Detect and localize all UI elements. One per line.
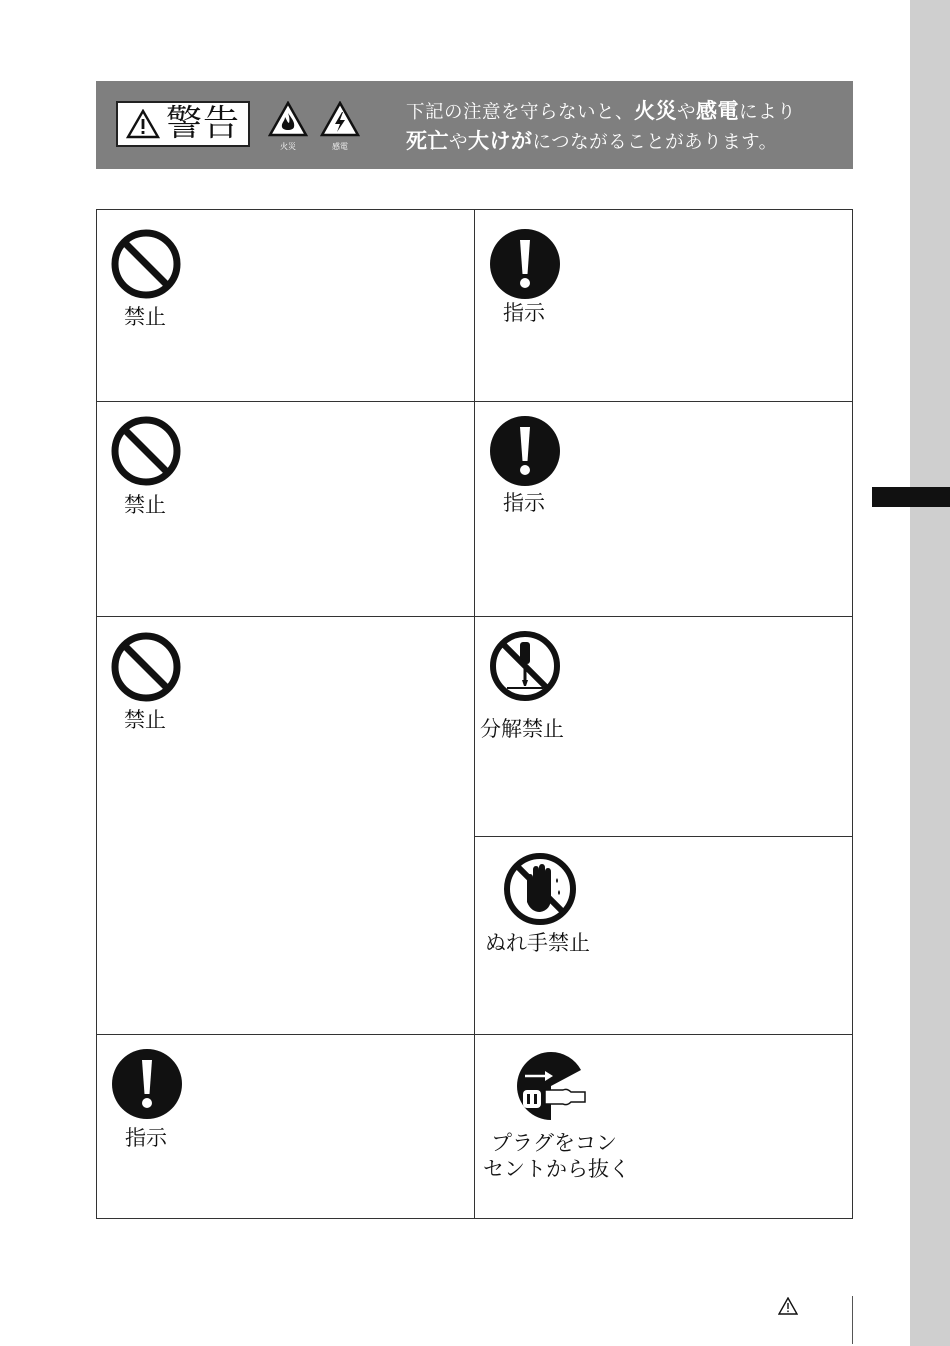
shock-warning [318,101,362,157]
warning-text: や [449,132,469,153]
warning-banner [96,81,853,169]
table-cell [96,209,475,402]
exclamation-icon [111,1048,183,1120]
warning-label-box [116,101,250,147]
warning-message-line-1 [406,97,846,127]
symbol-label: 禁止 [124,305,166,329]
symbol-label: 禁止 [124,493,166,517]
table-cell [474,401,853,617]
table-cell [474,209,853,402]
warning-text: や [677,102,697,123]
table-cell [474,836,853,1035]
warning-message [406,97,846,157]
warning-message-line-2 [406,127,846,157]
table-cell [474,1034,853,1219]
warning-text: により [739,102,797,123]
warning-emphasis: 火災 [634,99,678,123]
fire-warning [266,101,310,157]
section-tab-marker [872,487,950,507]
unplug-icon [515,1050,587,1122]
warning-text: につながることがあります。 [532,132,778,153]
exclamation-icon [489,228,561,300]
shock-warning-icon [320,101,360,139]
table-cell [96,616,475,1035]
symbol-label: ぬれ手禁止 [485,931,590,955]
warning-emphasis: 感電 [696,99,740,123]
hazard-label: 火災 [280,142,296,151]
warning-emphasis: 死亡 [406,129,449,153]
symbol-label-line-1: プラグをコン [491,1131,617,1155]
fire-warning-icon [268,101,308,139]
warning-text: 下記の注意を守らないと、 [406,102,635,123]
symbol-label: 指示 [503,301,545,325]
safety-table [96,209,853,1219]
symbol-label-line-2: セントから抜く [483,1157,630,1181]
side-strip [910,0,950,1346]
hazard-label: 感電 [332,142,348,151]
page-edge-rule [852,1296,853,1344]
table-cell [474,616,853,837]
warning-triangle-icon [126,109,160,139]
symbol-label: 指示 [503,491,545,515]
prohibit-icon [110,415,182,487]
no-disassembly-icon [489,630,561,702]
symbol-label: 禁止 [124,708,166,732]
prohibit-icon [110,631,182,703]
symbol-label: 指示 [125,1126,167,1150]
prohibit-icon [110,228,182,300]
no-wet-hands-icon [503,852,577,926]
exclamation-icon [489,415,561,487]
footer-warning-icon [778,1297,798,1315]
symbol-label: 分解禁止 [480,717,564,741]
table-cell [96,401,475,617]
warning-title: 警告 [166,103,241,144]
table-cell [96,1034,475,1219]
warning-emphasis: 大けが [468,129,533,153]
